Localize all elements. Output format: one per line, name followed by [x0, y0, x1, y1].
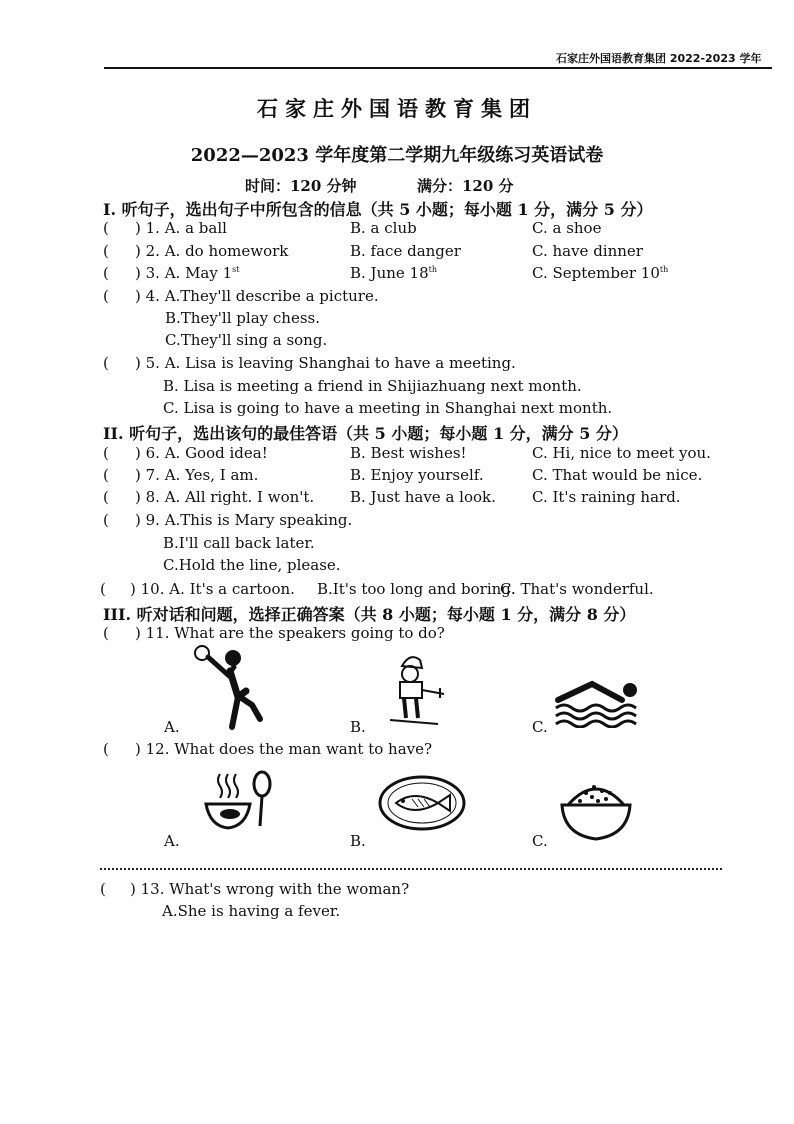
q1-option-c: C. a shoe	[532, 219, 602, 237]
swimmer-picture	[552, 678, 642, 728]
skier-picture	[386, 652, 448, 730]
q9-option-b: B.I'll call back later.	[163, 534, 315, 552]
answer-paren[interactable]: (	[103, 511, 109, 529]
header-text: 石家庄外国语教育集团 2022-2023 学年	[556, 52, 762, 65]
page-divider	[100, 868, 722, 870]
soup-picture	[200, 770, 274, 836]
answer-paren[interactable]: (	[103, 242, 109, 260]
answer-paren[interactable]: (	[103, 287, 109, 305]
q6-option-c: C. Hi, nice to meet you.	[532, 444, 711, 462]
q2-option-a: ) 2. A. do homework	[135, 242, 289, 260]
answer-paren[interactable]: (	[100, 580, 106, 598]
q11-label-c: C.	[532, 718, 548, 736]
exam-title: 2022—2023 学年度第二学期九年级练习英语试卷	[190, 145, 604, 166]
rice-bowl-picture	[558, 773, 634, 843]
q8-option-c: C. It's raining hard.	[532, 488, 681, 506]
answer-paren[interactable]: (	[103, 466, 109, 484]
q6-option-a: ) 6. A. Good idea!	[135, 444, 268, 462]
q3-option-b: B. June 18th	[350, 264, 438, 282]
exam-time: 时间：120 分钟	[245, 177, 357, 195]
q11-label-b: B.	[350, 718, 366, 736]
q4-option-b: B.They'll play chess.	[165, 309, 320, 327]
q7-option-c: C. That would be nice.	[532, 466, 703, 484]
q13-option-a: A.She is having a fever.	[162, 902, 341, 920]
answer-paren[interactable]: (	[103, 444, 109, 462]
q1-option-a: ) 1. A. a ball	[135, 219, 227, 237]
q6-option-b: B. Best wishes!	[350, 444, 467, 462]
section-1-title: I. 听句子，选出句子中所包含的信息（共 5 小题；每小题 1 分，满分 5 分）	[103, 200, 653, 219]
q7-option-b: B. Enjoy yourself.	[350, 466, 484, 484]
q13-question: ) 13. What's wrong with the woman?	[130, 880, 410, 898]
q5-option-a: ) 5. A. Lisa is leaving Shanghai to have a meeting.	[135, 354, 516, 372]
q2-option-b: B. face danger	[350, 242, 461, 260]
q11-label-a: A.	[164, 718, 180, 736]
q12-question: ) 12. What does the man want to have?	[135, 740, 433, 758]
answer-paren[interactable]: (	[103, 264, 109, 282]
answer-paren[interactable]: (	[103, 624, 109, 642]
q9-option-c: C.Hold the line, please.	[163, 556, 341, 574]
header-rule	[104, 67, 772, 69]
q9-option-a: ) 9. A.This is Mary speaking.	[135, 511, 353, 529]
q5-option-c: C. Lisa is going to have a meeting in Shanghai next month.	[163, 399, 613, 417]
q8-option-b: B. Just have a look.	[350, 488, 496, 506]
q1-option-b: B. a club	[350, 219, 417, 237]
q11-question: ) 11. What are the speakers going to do?	[135, 624, 445, 642]
q10-option-a: ) 10. A. It's a cartoon.	[130, 580, 295, 598]
answer-paren[interactable]: (	[103, 488, 109, 506]
q7-option-a: ) 7. A. Yes, I am.	[135, 466, 259, 484]
exam-score: 满分：120 分	[417, 177, 514, 195]
answer-paren[interactable]: (	[103, 740, 109, 758]
q3-option-a: ) 3. A. May 1st	[135, 264, 240, 282]
q10-option-b: B.It's too long and boring.	[317, 580, 516, 598]
q3-option-c: C. September 10th	[532, 264, 669, 282]
q12-label-a: A.	[164, 832, 180, 850]
q10-option-c: C. That's wonderful.	[500, 580, 654, 598]
q2-option-c: C. have dinner	[532, 242, 643, 260]
q8-option-a: ) 8. A. All right. I won't.	[135, 488, 315, 506]
section-2-title: II. 听句子，选出该句的最佳答语（共 5 小题；每小题 1 分，满分 5 分）	[103, 424, 628, 443]
q12-label-c: C.	[532, 832, 548, 850]
q12-label-b: B.	[350, 832, 366, 850]
org-title: 石家庄外国语教育集团	[257, 96, 537, 121]
q4-option-c: C.They'll sing a song.	[165, 331, 328, 349]
answer-paren[interactable]: (	[100, 880, 106, 898]
fish-plate-picture	[378, 775, 466, 831]
q4-option-a: ) 4. A.They'll describe a picture.	[135, 287, 379, 305]
q5-option-b: B. Lisa is meeting a friend in Shijiazhuang next month.	[163, 377, 582, 395]
volleyball-player-picture	[188, 645, 272, 731]
answer-paren[interactable]: (	[103, 219, 109, 237]
section-3-title: III. 听对话和问题，选择正确答案（共 8 小题；每小题 1 分，满分 8 分）	[103, 605, 636, 624]
answer-paren[interactable]: (	[103, 354, 109, 372]
